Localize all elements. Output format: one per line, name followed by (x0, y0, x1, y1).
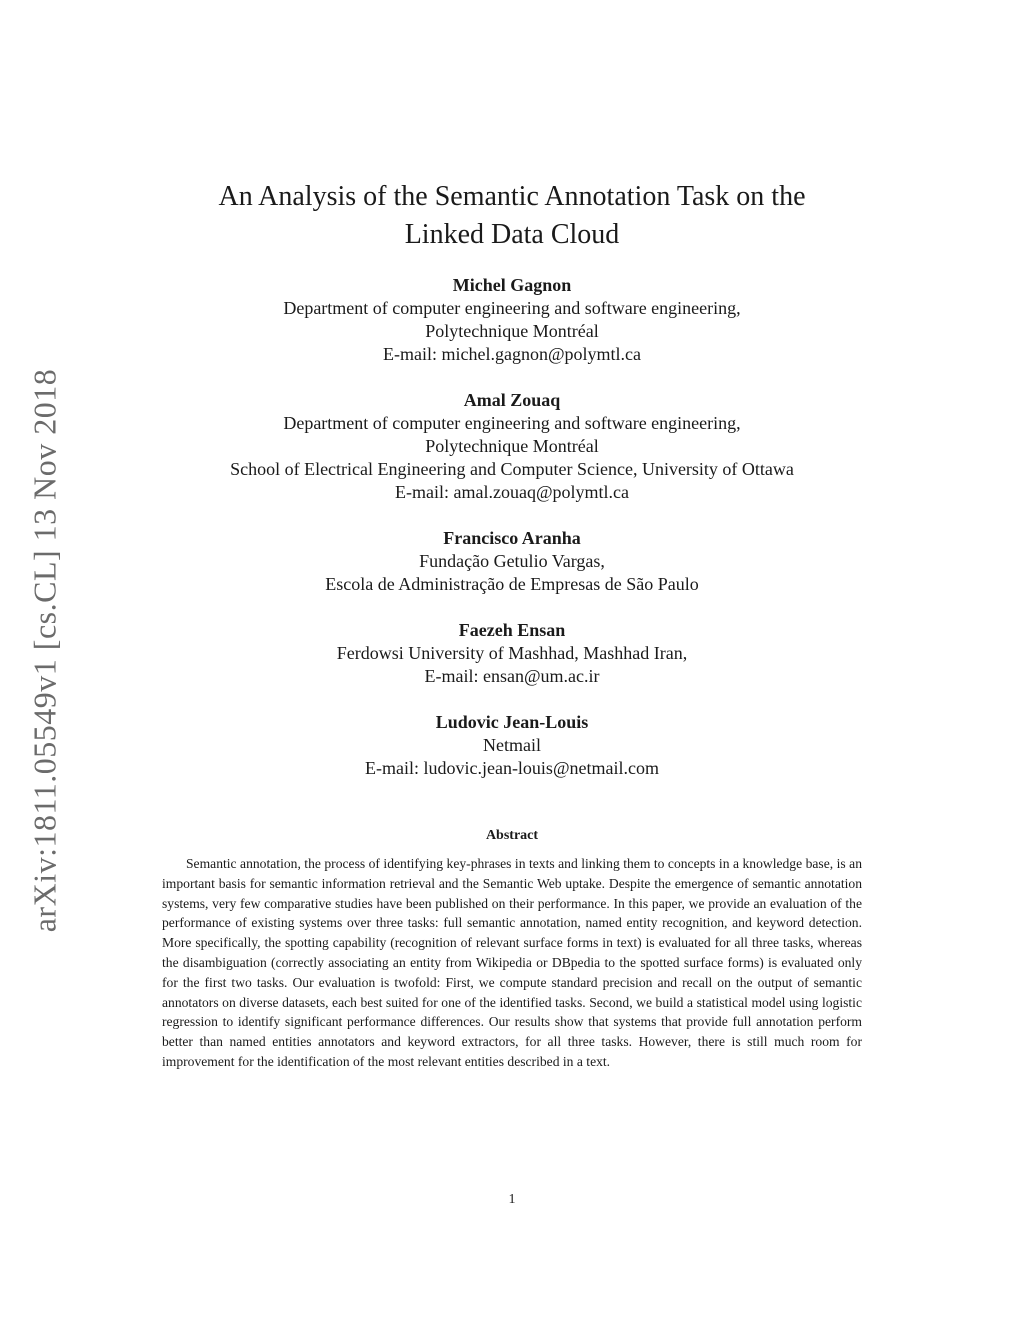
author-name: Amal Zouaq (463, 390, 561, 410)
title-line-2: Linked Data Cloud (404, 219, 620, 250)
author-affiliation: Netmail (483, 735, 541, 755)
author-block (140, 619, 884, 688)
author-affiliation: Department of computer engineering and software engineering, (283, 413, 741, 433)
author-affiliation: School of Electrical Engineering and Computer Science, University of Ottawa (230, 459, 794, 479)
author-block (140, 274, 884, 366)
author-affiliation: Polytechnique Montréal (425, 436, 599, 456)
author-email: E-mail: ludovic.jean-louis@netmail.com (364, 758, 659, 778)
author-email: E-mail: michel.gagnon@polymtl.ca (382, 344, 641, 364)
author-affiliation: Fundação Getulio Vargas, (419, 551, 605, 571)
arxiv-identifier: arXiv:1811.05549v1 [cs.CL] 13 Nov 2018 (26, 368, 63, 932)
title-line-1: An Analysis of the Semantic Annotation Task on the (218, 181, 806, 212)
author-affiliation: Escola de Administração de Empresas de São Paulo (325, 574, 699, 594)
author-email: E-mail: ensan@um.ac.ir (424, 666, 600, 686)
author-affiliation: Ferdowsi University of Mashhad, Mashhad Iran, (336, 643, 688, 663)
author-name: Faezeh Ensan (458, 620, 566, 640)
arxiv-sidebar-stamp (20, 350, 70, 950)
page-number: 1 (508, 1192, 516, 1207)
author-list (140, 274, 884, 803)
author-block (140, 711, 884, 780)
author-affiliation: Department of computer engineering and software engineering, (283, 298, 741, 318)
paper-title (150, 178, 874, 254)
abstract-text: Semantic annotation, the process of identifying key-phrases in texts and linking them to concepts in a knowledge base, is an important basis for semantic information retrieval and the Semantic Web uptake. Despite the emergence of semantic annotation systems, very few comparative studies have been published on their performance. In this paper, we provide an evaluation of the performance of existing systems over three tasks: full semantic annotation, named entity recognition, and keyword detection. More specifically, the spotting capability (recognition of relevant surface forms in text) is evaluated for all three tasks, whereas the disambiguation (correctly associating an entity from Wikipedia or DBpedia to the spotted surface forms) is evaluated only for the first two tasks. Our evaluation is twofold: First, we compute standard precision and recall on the output of semantic annotators on diverse datasets, each best suited for one of the identified tasks. Second, we build a statistical model using logistic regression to identify significant performance differences. Our results show that systems that provide full annotation perform better than named entities annotators and keyword extractors, for all three tasks. However, there is still much room for improvement for the identification of the most relevant entities described in a text. (162, 856, 862, 1069)
abstract-heading: Abstract (485, 828, 539, 843)
author-affiliation: Polytechnique Montréal (425, 321, 599, 341)
author-name: Francisco Aranha (443, 528, 581, 548)
author-block (140, 389, 884, 504)
author-name: Ludovic Jean-Louis (435, 712, 589, 732)
author-email: E-mail: amal.zouaq@polymtl.ca (395, 482, 629, 502)
author-block (140, 527, 884, 596)
author-name: Michel Gagnon (452, 275, 572, 295)
